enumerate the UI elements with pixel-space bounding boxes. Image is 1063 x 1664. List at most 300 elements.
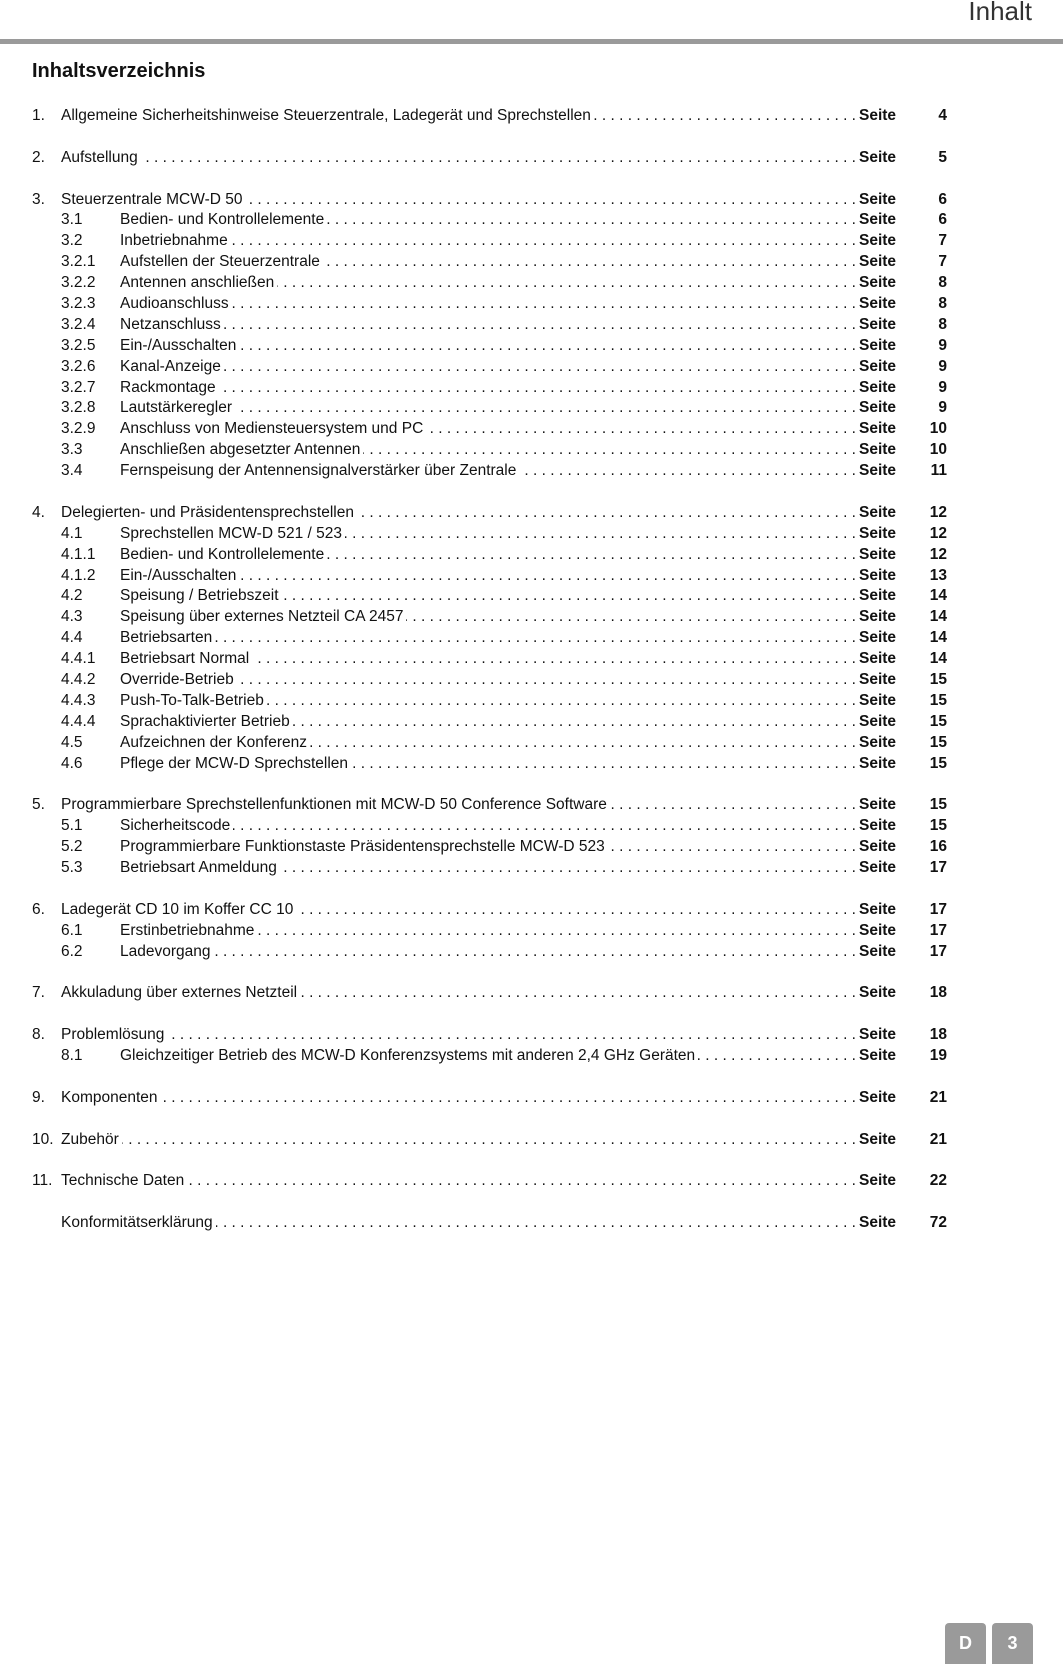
toc-entry-title: Bedien- und Kontrollelemente xyxy=(120,545,325,563)
toc-entry-page: 7 xyxy=(938,232,947,250)
dot-leader xyxy=(323,252,856,273)
toc-entry-page: 12 xyxy=(929,524,947,542)
toc-entry-page: 15 xyxy=(929,754,947,772)
dot-leader xyxy=(252,649,856,670)
toc-entry-number: 4.2 xyxy=(61,587,83,605)
dot-leader xyxy=(215,628,856,649)
toc-entry-page: 6 xyxy=(938,190,947,208)
toc-entry-title: Kanal-Anzeige xyxy=(120,357,221,375)
seite-label: Seite xyxy=(859,691,897,709)
toc-entry-title: Sprachaktivierter Betrieb xyxy=(120,712,290,730)
toc-entry-number: 4.3 xyxy=(61,608,83,626)
toc-entry-page: 18 xyxy=(929,1026,947,1044)
toc-entry-page: 14 xyxy=(929,587,947,605)
seite-label: Seite xyxy=(859,441,897,459)
toc-entry[interactable] xyxy=(32,524,947,545)
toc-indent xyxy=(32,733,61,754)
seite-label: Seite xyxy=(859,712,897,730)
toc-entry-number: 4.1 xyxy=(61,524,83,542)
toc-entry[interactable] xyxy=(32,900,947,921)
toc-spacer xyxy=(32,1109,947,1130)
seite-label: Seite xyxy=(859,900,897,918)
toc-entry[interactable] xyxy=(32,628,947,649)
toc-entry-page: 9 xyxy=(938,336,947,354)
toc-entry[interactable] xyxy=(32,1046,947,1067)
dot-leader xyxy=(296,900,856,921)
seite-label: Seite xyxy=(859,545,897,563)
toc-entry-title: Rackmontage xyxy=(120,378,216,396)
toc-entry-number: 4.4.1 xyxy=(61,650,96,668)
seite-label: Seite xyxy=(859,859,897,877)
toc-entry-page: 17 xyxy=(929,859,947,877)
seite-label: Seite xyxy=(859,838,897,856)
toc-entry[interactable] xyxy=(32,378,947,399)
seite-label: Seite xyxy=(859,462,897,480)
seite-label: Seite xyxy=(859,190,897,208)
toc-entry-title: Fernspeisung der Antennensignalverstärker über Zentrale xyxy=(120,462,517,480)
toc-entry-title: Sicherheitscode xyxy=(120,817,231,835)
toc-entry-title: Akkuladung über externes Netzteil xyxy=(61,984,298,1002)
toc-entry-page: 19 xyxy=(929,1047,947,1065)
dot-leader xyxy=(327,210,856,231)
toc-entry-title: Allgemeine Sicherheitshinweise Steuerzentrale, Ladegerät und Sprechstellen xyxy=(61,107,591,124)
toc-entry-number: 10. xyxy=(32,1130,54,1148)
toc-entry-title: Zubehör xyxy=(61,1130,119,1148)
dot-leader xyxy=(224,315,856,336)
toc-entry-number: 3.4 xyxy=(61,462,83,480)
seite-label: Seite xyxy=(859,399,897,417)
toc-indent xyxy=(32,440,61,461)
section-header: Inhalt xyxy=(968,0,1032,26)
seite-label: Seite xyxy=(859,420,897,438)
toc-indent xyxy=(32,357,61,378)
toc-entry[interactable] xyxy=(32,1171,947,1192)
toc-entry[interactable] xyxy=(32,649,947,670)
seite-label: Seite xyxy=(859,796,897,814)
toc-entry[interactable] xyxy=(32,942,947,963)
toc-entry[interactable] xyxy=(32,252,947,273)
toc-entry-title: Komponenten xyxy=(61,1088,158,1106)
toc-entry-title: Netzanschluss xyxy=(120,315,221,333)
toc-entry-page: 4 xyxy=(938,107,947,124)
toc-indent xyxy=(32,942,61,963)
dot-leader xyxy=(141,148,856,169)
toc-spacer xyxy=(32,482,947,503)
toc-entry[interactable] xyxy=(32,816,947,837)
seite-label: Seite xyxy=(859,754,897,772)
seite-label: Seite xyxy=(859,503,897,521)
toc-entry-number: 11. xyxy=(32,1172,53,1190)
seite-label: Seite xyxy=(859,984,897,1002)
dot-leader xyxy=(232,294,856,315)
toc-entry-number xyxy=(32,1213,61,1234)
toc-entry-title: Bedien- und Kontrollelemente xyxy=(120,211,325,229)
dot-leader xyxy=(214,942,857,963)
toc-indent xyxy=(32,670,61,691)
toc-entry-title: Pflege der MCW-D Sprechstellen xyxy=(120,754,348,772)
toc-spacer xyxy=(32,1151,947,1172)
seite-label: Seite xyxy=(859,671,897,689)
toc-spacer xyxy=(32,775,947,796)
toc-entry-title: Antennen anschließen xyxy=(120,274,275,292)
toc-entry-page: 72 xyxy=(929,1214,947,1232)
toc-spacer xyxy=(32,1004,947,1025)
dot-leader xyxy=(363,440,856,461)
toc-entry-number: 3.2.6 xyxy=(61,357,96,375)
page-number-badge: 3 xyxy=(992,1623,1033,1664)
toc-entry-title: Betriebsart Anmeldung xyxy=(120,859,277,877)
toc-indent xyxy=(32,398,61,419)
toc-entry-page: 15 xyxy=(929,712,947,730)
toc-entry-title: Ladegerät CD 10 im Koffer CC 10 xyxy=(61,900,294,918)
toc-entry-number: 5.1 xyxy=(61,817,83,835)
seite-label: Seite xyxy=(859,378,897,396)
toc-entry-page: 14 xyxy=(929,629,947,647)
seite-label: Seite xyxy=(859,629,897,647)
seite-label: Seite xyxy=(859,1214,897,1232)
dot-leader xyxy=(327,545,856,566)
dot-leader xyxy=(357,503,856,524)
dot-leader xyxy=(237,670,856,691)
dot-leader xyxy=(608,837,856,858)
toc-indent xyxy=(32,628,61,649)
toc-indent xyxy=(32,754,61,775)
toc-indent xyxy=(32,1046,61,1067)
dot-leader xyxy=(267,691,856,712)
toc-entry[interactable] xyxy=(32,190,947,211)
toc-entry[interactable] xyxy=(32,106,947,127)
toc-indent xyxy=(32,545,61,566)
toc-entry[interactable] xyxy=(32,586,947,607)
toc-indent xyxy=(32,336,61,357)
toc-indent xyxy=(32,816,61,837)
toc-entry-title: Anschluss von Mediensteuersystem und PC xyxy=(120,420,424,438)
toc-entry-page: 8 xyxy=(938,274,947,292)
toc-entry-title: Speisung / Betriebszeit xyxy=(120,587,279,605)
toc-spacer xyxy=(32,1067,947,1088)
toc-entry-page: 11 xyxy=(930,462,947,480)
dot-leader xyxy=(406,607,856,628)
toc-entry-number: 3.1 xyxy=(61,211,83,229)
toc-entry-page: 14 xyxy=(929,650,947,668)
seite-label: Seite xyxy=(859,1047,897,1065)
toc-entry[interactable] xyxy=(32,315,947,336)
dot-leader xyxy=(280,858,856,879)
seite-label: Seite xyxy=(859,148,897,166)
toc-entry-title: Aufzeichnen der Konferenz xyxy=(120,733,307,751)
seite-label: Seite xyxy=(859,650,897,668)
toc-entry-page: 15 xyxy=(929,796,947,814)
toc-entry[interactable] xyxy=(32,461,947,482)
toc-entry-title: Technische Daten xyxy=(61,1172,185,1190)
page-title: Inhaltsverzeichnis xyxy=(32,60,206,82)
toc-entry[interactable] xyxy=(32,1213,947,1234)
seite-label: Seite xyxy=(859,315,897,333)
seite-label: Seite xyxy=(859,274,897,292)
toc-entry-title: Delegierten- und Präsidentensprechstellen xyxy=(61,503,354,521)
toc-entry-page: 9 xyxy=(938,378,947,396)
toc-entry-number: 3.2.1 xyxy=(61,253,96,271)
toc-entry-page: 22 xyxy=(929,1172,947,1190)
dot-leader xyxy=(594,106,856,127)
toc-entry-number: 4.4 xyxy=(61,629,83,647)
toc-entry-number: 5.3 xyxy=(61,859,83,877)
toc-indent xyxy=(32,524,61,545)
seite-label: Seite xyxy=(859,107,897,124)
dot-leader xyxy=(293,712,856,733)
toc-spacer xyxy=(32,879,947,900)
toc-entry-number: 9. xyxy=(32,1088,45,1106)
seite-label: Seite xyxy=(859,253,897,271)
toc-entry-number: 4.5 xyxy=(61,733,83,751)
toc-entry[interactable] xyxy=(32,837,947,858)
toc-entry[interactable] xyxy=(32,670,947,691)
toc-entry-page: 9 xyxy=(938,357,947,375)
toc-entry-number: 3.2 xyxy=(61,232,83,250)
dot-leader xyxy=(224,357,856,378)
dot-leader xyxy=(233,816,856,837)
toc-entry-page: 17 xyxy=(929,900,947,918)
toc-entry-number: 4.6 xyxy=(61,754,83,772)
toc-entry-number: 3.2.5 xyxy=(61,336,96,354)
toc-entry-number: 5. xyxy=(32,796,45,814)
dot-leader xyxy=(426,419,856,440)
toc-entry-page: 10 xyxy=(929,441,947,459)
toc-entry[interactable] xyxy=(32,148,947,169)
toc-indent xyxy=(32,461,61,482)
toc-entry[interactable] xyxy=(32,754,947,775)
toc-entry-title: Ein-/Ausschalten xyxy=(120,566,237,584)
toc-entry[interactable] xyxy=(32,440,947,461)
toc-entry-number: 6.1 xyxy=(61,921,83,939)
toc-entry-number: 4.1.1 xyxy=(61,545,96,563)
seite-label: Seite xyxy=(859,336,897,354)
toc-entry[interactable] xyxy=(32,1088,947,1109)
toc-indent xyxy=(32,252,61,273)
seite-label: Seite xyxy=(859,608,897,626)
toc-entry-title: Programmierbare Sprechstellenfunktionen mit MCW-D 50 Conference Software xyxy=(61,796,607,814)
toc-entry-page: 14 xyxy=(929,608,947,626)
toc-entry-title: Anschließen abgesetzter Antennen xyxy=(120,441,361,459)
toc-indent xyxy=(32,419,61,440)
toc-entry-title: Ein-/Ausschalten xyxy=(120,336,237,354)
dot-leader xyxy=(300,983,856,1004)
toc-entry-number: 4.4.2 xyxy=(61,671,96,689)
toc-entry[interactable] xyxy=(32,294,947,315)
toc-entry-number: 5.2 xyxy=(61,838,83,856)
dot-leader xyxy=(345,524,856,545)
toc-indent xyxy=(32,649,61,670)
toc-entry[interactable] xyxy=(32,733,947,754)
seite-label: Seite xyxy=(859,1130,897,1148)
toc-indent xyxy=(32,294,61,315)
dot-leader xyxy=(351,754,856,775)
seite-label: Seite xyxy=(859,211,897,229)
toc-entry[interactable] xyxy=(32,566,947,587)
toc-indent xyxy=(32,607,61,628)
toc-entry-title: Lautstärkeregler xyxy=(120,399,233,417)
toc-entry-page: 18 xyxy=(929,984,947,1002)
toc-entry-title: Betriebsarten xyxy=(120,629,213,647)
toc-spacer xyxy=(32,127,947,148)
toc-entry-page: 9 xyxy=(938,399,947,417)
toc-entry-title: Push-To-Talk-Betrieb xyxy=(120,691,264,709)
seite-label: Seite xyxy=(859,524,897,542)
toc-entry-number: 6. xyxy=(32,900,45,918)
toc-entry-page: 8 xyxy=(938,295,947,313)
toc-entry-page: 8 xyxy=(938,315,947,333)
seite-label: Seite xyxy=(859,733,897,751)
toc-indent xyxy=(32,712,61,733)
toc-entry-number: 7. xyxy=(32,984,45,1002)
toc-entry-page: 12 xyxy=(929,545,947,563)
toc-entry-title: Sprechstellen MCW-D 521 / 523 xyxy=(120,524,342,542)
dot-leader xyxy=(161,1088,856,1109)
dot-leader xyxy=(231,231,856,252)
dot-leader xyxy=(519,461,856,482)
dot-leader xyxy=(187,1171,856,1192)
toc-entry[interactable] xyxy=(32,795,947,816)
toc-entry-number: 8. xyxy=(32,1026,45,1044)
dot-leader xyxy=(122,1130,856,1151)
seite-label: Seite xyxy=(859,232,897,250)
language-badge: D xyxy=(945,1623,986,1664)
seite-label: Seite xyxy=(859,566,897,584)
toc-entry-number: 3.2.4 xyxy=(61,315,96,333)
toc-entry-page: 10 xyxy=(929,420,947,438)
toc-entry-number: 2. xyxy=(32,148,45,166)
toc-entry-number: 3.2.2 xyxy=(61,274,96,292)
dot-leader xyxy=(257,921,856,942)
toc-entry-page: 5 xyxy=(938,148,947,166)
toc-indent xyxy=(32,837,61,858)
toc-entry-title: Speisung über externes Netzteil CA 2457 xyxy=(120,608,404,626)
dot-leader xyxy=(245,190,856,211)
toc-entry[interactable] xyxy=(32,921,947,942)
toc-entry-title: Betriebsart Normal xyxy=(120,650,250,668)
toc-indent xyxy=(32,315,61,336)
toc-entry-page: 21 xyxy=(929,1088,947,1106)
toc-indent xyxy=(32,586,61,607)
toc-entry-title: Inbetriebnahme xyxy=(120,232,228,250)
toc-entry-page: 13 xyxy=(929,566,947,584)
toc-indent xyxy=(32,231,61,252)
toc-entry-title: Override-Betrieb xyxy=(120,671,234,689)
toc-entry-page: 15 xyxy=(929,691,947,709)
toc-spacer xyxy=(32,963,947,984)
toc-entry-title: Ladevorgang xyxy=(120,942,211,960)
dot-leader xyxy=(282,586,856,607)
dot-leader xyxy=(610,795,856,816)
toc-entry-number: 3. xyxy=(32,190,45,208)
seite-label: Seite xyxy=(859,921,897,939)
toc-entry[interactable] xyxy=(32,503,947,524)
toc-entry-number: 4. xyxy=(32,503,45,521)
dot-leader xyxy=(239,566,856,587)
toc-entry[interactable] xyxy=(32,691,947,712)
toc-indent xyxy=(32,378,61,399)
toc-entry-title: Audioanschluss xyxy=(120,295,229,313)
toc-entry-title: Gleichzeitiger Betrieb des MCW-D Konferenzsystems mit anderen 2,4 GHz Geräten xyxy=(120,1047,696,1065)
toc-indent xyxy=(32,566,61,587)
toc-entry-page: 16 xyxy=(929,838,947,856)
toc-entry-number: 4.1.2 xyxy=(61,566,96,584)
toc-entry-number: 3.2.8 xyxy=(61,399,96,417)
toc-entry-page: 15 xyxy=(929,733,947,751)
toc-indent xyxy=(32,210,61,231)
seite-label: Seite xyxy=(859,1088,897,1106)
toc-indent xyxy=(32,921,61,942)
seite-label: Seite xyxy=(859,295,897,313)
dot-leader xyxy=(698,1046,856,1067)
toc-entry-title: Erstinbetriebnahme xyxy=(120,921,255,939)
toc-entry[interactable] xyxy=(32,983,947,1004)
toc-entry-title: Aufstellung xyxy=(61,148,138,166)
seite-label: Seite xyxy=(859,817,897,835)
toc-entry-number: 3.3 xyxy=(61,441,83,459)
seite-label: Seite xyxy=(859,357,897,375)
toc-entry-page: 17 xyxy=(929,921,947,939)
toc-entry[interactable] xyxy=(32,231,947,252)
toc-entry[interactable] xyxy=(32,419,947,440)
toc-entry-title: Aufstellen der Steuerzentrale xyxy=(120,253,320,271)
toc-entry-number: 3.2.9 xyxy=(61,420,96,438)
toc-entry[interactable] xyxy=(32,858,947,879)
toc-entry-title: Steuerzentrale MCW-D 50 xyxy=(61,190,243,208)
toc-entry-title: Problemlösung xyxy=(61,1026,165,1044)
toc-entry-page: 15 xyxy=(929,671,947,689)
toc-indent xyxy=(32,273,61,294)
toc-entry-page: 12 xyxy=(929,503,947,521)
dot-leader xyxy=(277,273,856,294)
toc-entry-title: Konformitätserklärung xyxy=(61,1214,213,1232)
toc-entry[interactable] xyxy=(32,545,947,566)
seite-label: Seite xyxy=(859,587,897,605)
dot-leader xyxy=(216,1213,856,1234)
toc-entry-page: 15 xyxy=(929,817,947,835)
toc-entry[interactable] xyxy=(32,1025,947,1046)
toc-entry-number: 3.2.7 xyxy=(61,378,96,396)
toc-entry-number: 8.1 xyxy=(61,1047,83,1065)
toc-entry[interactable] xyxy=(32,712,947,733)
dot-leader xyxy=(219,378,856,399)
table-of-contents xyxy=(32,106,947,1234)
toc-indent xyxy=(32,691,61,712)
toc-entry[interactable] xyxy=(32,210,947,231)
toc-entry-number: 1. xyxy=(32,107,45,124)
toc-indent xyxy=(32,858,61,879)
toc-entry[interactable] xyxy=(32,607,947,628)
toc-entry-number: 4.4.4 xyxy=(61,712,96,730)
dot-leader xyxy=(310,733,856,754)
seite-label: Seite xyxy=(859,1026,897,1044)
toc-entry[interactable] xyxy=(32,336,947,357)
dot-leader xyxy=(239,336,856,357)
toc-entry-page: 17 xyxy=(929,942,947,960)
seite-label: Seite xyxy=(859,942,897,960)
toc-spacer xyxy=(32,1192,947,1213)
toc-entry[interactable] xyxy=(32,398,947,419)
toc-entry-number: 6.2 xyxy=(61,942,83,960)
toc-entry-number: 4.4.3 xyxy=(61,691,96,709)
toc-entry-page: 7 xyxy=(938,253,947,271)
dot-leader xyxy=(167,1025,856,1046)
toc-entry[interactable] xyxy=(32,357,947,378)
toc-entry[interactable] xyxy=(32,273,947,294)
toc-entry-page: 6 xyxy=(938,211,947,229)
toc-spacer xyxy=(32,169,947,190)
toc-entry[interactable] xyxy=(32,1130,947,1151)
